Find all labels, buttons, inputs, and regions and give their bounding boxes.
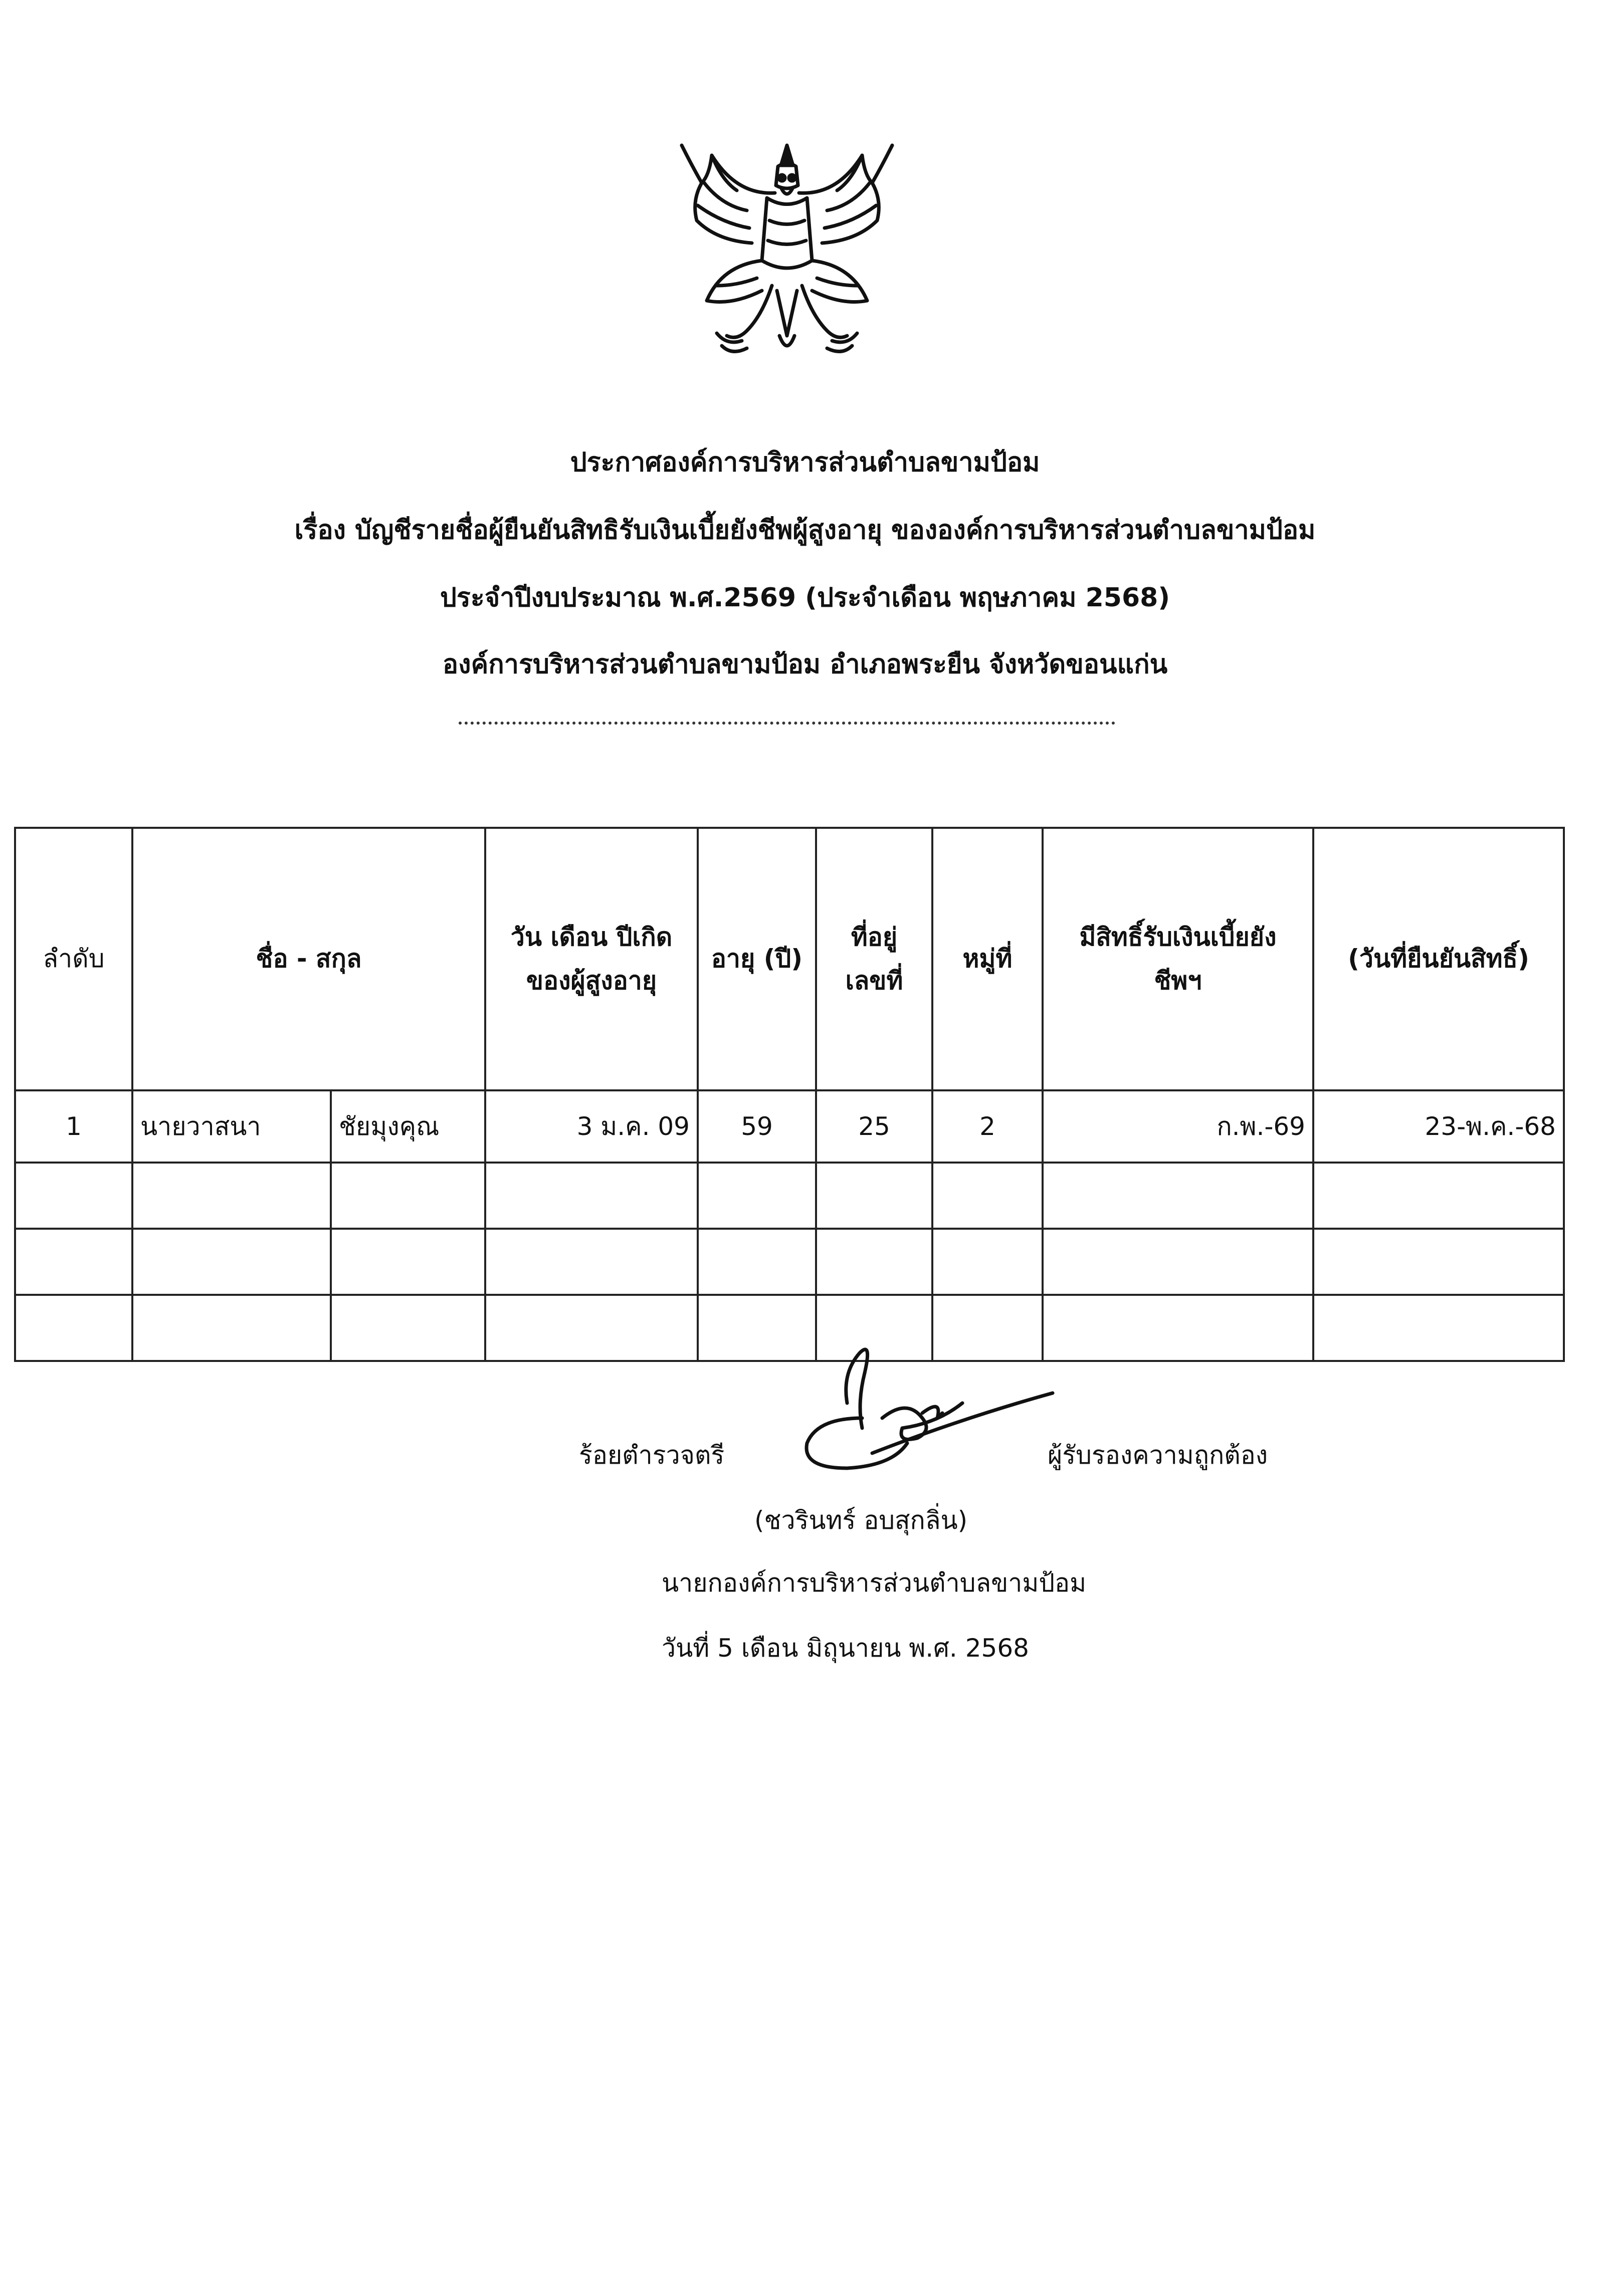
garuda-emblem [662, 135, 912, 386]
fiscal-year-line: ประจำปีงบประมาณ พ.ศ.2569 (ประจำเดือน พฤษภาคม 2568) [440, 583, 1170, 613]
empty-row [15, 1163, 1564, 1229]
signer-role: ผู้รับรองความถูกต้อง [1048, 1441, 1268, 1470]
header-confirm-date: (วันที่ยืนยันสิทธิ์) [1313, 828, 1564, 1090]
header-name: ชื่อ - สกุล [132, 828, 485, 1090]
empty-row [15, 1229, 1564, 1295]
signer-rank: ร้อยตำรวจตรี [579, 1441, 725, 1470]
sign-date: วันที่ 5 เดือน มิถุนายน พ.ศ. 2568 [662, 1634, 1029, 1663]
header-address [816, 828, 932, 1090]
header-dob-line1: วัน เดือน ปีเกิด [510, 922, 673, 952]
announcement-title: ประกาศองค์การบริหารส่วนตำบลขามป้อม [570, 447, 1040, 478]
cell-first-name: นายวาสนา [132, 1090, 331, 1163]
cell-house-no: 25 [816, 1090, 932, 1163]
signer-name: (ชวรินทร์ อบสุกลิ่น) [754, 1506, 968, 1535]
table-header-row [15, 828, 1564, 1090]
header-address-line1: ที่อยู่ [851, 922, 898, 952]
cell-confirm-date: 23-พ.ค.-68 [1313, 1090, 1564, 1163]
cell-entitled: ก.พ.-69 [1043, 1090, 1313, 1163]
dotted-separator [459, 722, 1115, 725]
signer-position: นายกองค์การบริหารส่วนตำบลขามป้อม [662, 1568, 1087, 1597]
table-row [15, 1090, 1564, 1163]
header-address-line2: เลขที่ [845, 966, 903, 995]
handwritten-signature [772, 1343, 1063, 1488]
header-age: อายุ (ปี) [698, 828, 816, 1090]
organization-line: องค์การบริหารส่วนตำบลขามป้อม อำเภอพระยืน จังหวัดขอนแก่น [442, 649, 1168, 679]
cell-dob: 3 ม.ค. 09 [485, 1090, 698, 1163]
subject-line: เรื่อง บัญชีรายชื่อผู้ยืนยันสิทธิรับเงินเบี้ยยังชีพผู้สูงอายุ ขององค์การบริหารส่วนตำบลขามป้อม [294, 515, 1316, 545]
cell-last-name: ชัยมุงคุณ [331, 1090, 485, 1163]
cell-moo: 2 [932, 1090, 1043, 1163]
header-dob [485, 828, 698, 1090]
header-entitled-line1: มีสิทธิ์รับเงินเบี้ยยัง [1079, 922, 1277, 952]
header-entitled-line2: ชีพฯ [1154, 966, 1202, 995]
header-dob-line2: ของผู้สูงอายุ [526, 966, 657, 995]
header-order: ลำดับ [15, 828, 132, 1090]
header-moo: หมู่ที่ [932, 828, 1043, 1090]
beneficiary-table [14, 827, 1565, 1362]
cell-age: 59 [698, 1090, 816, 1163]
cell-order: 1 [15, 1090, 132, 1163]
header-entitled [1043, 828, 1313, 1090]
